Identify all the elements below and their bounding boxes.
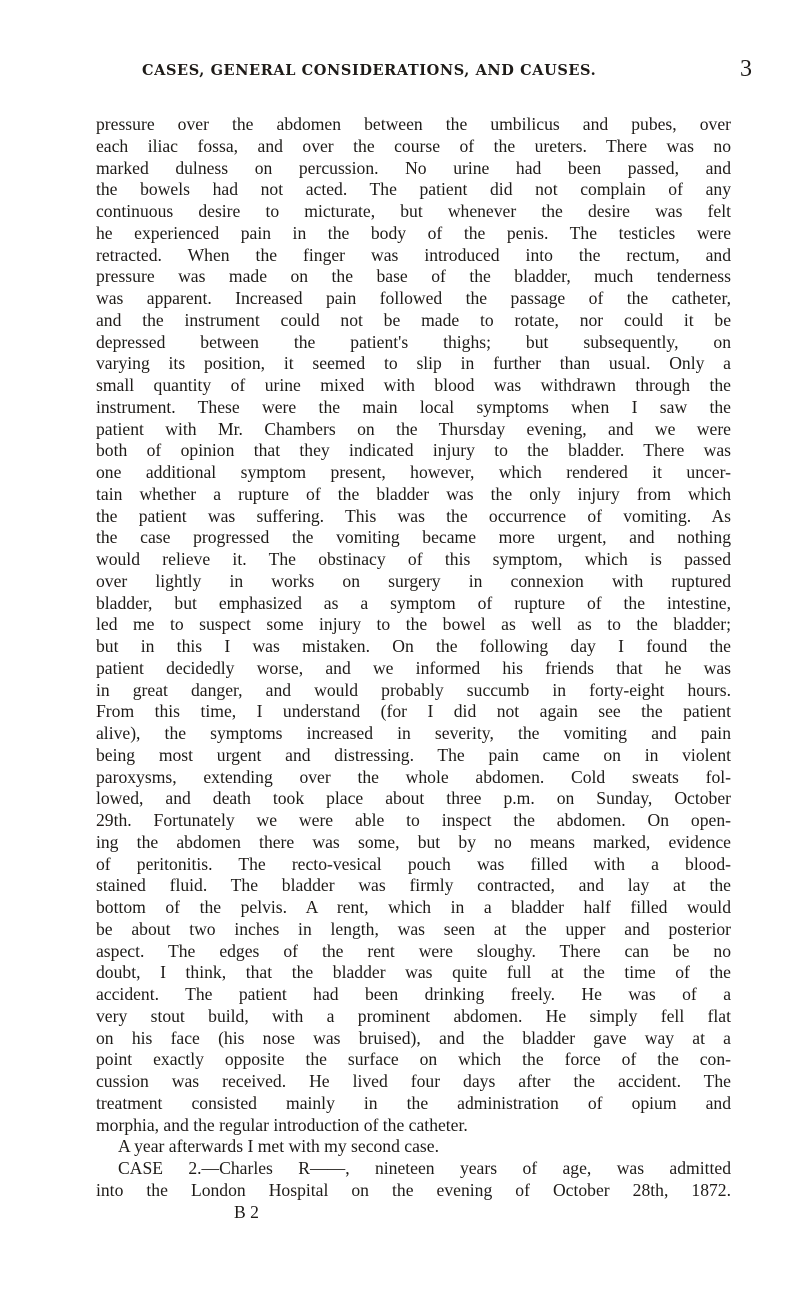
text-line: 29th. Fortunately we were able to inspect the abdomen. On open-: [96, 810, 731, 830]
text-line: pressure was made on the base of the bladder, much tenderness: [96, 266, 731, 287]
text-line: marked dulness on percussion. No urine had been passed, and: [96, 157, 731, 178]
text-line: the patient was suffering. This was the occurrence of vomiting. As: [96, 505, 731, 526]
text-line: point exactly opposite the surface on which the force of the con-: [96, 1049, 731, 1070]
text-line: in great danger, and would probably succumb in forty-eight hours.: [96, 679, 731, 700]
text-line: very stout build, with a prominent abdomen. He simply fell flat: [96, 1005, 731, 1026]
text-line: over lightly in works on surgery in connexion with ruptured: [96, 570, 731, 591]
text-line: bladder, but emphasized as a symptom of rupture of the intestine,: [96, 592, 731, 613]
text-line: ing the abdomen there was some, but by no means marked, evidence: [96, 831, 731, 852]
text-line: instrument. These were the main local symptoms when I saw the: [96, 396, 731, 417]
text-line: and the instrument could not be made to rotate, nor could it be: [96, 309, 731, 330]
page-number: 3: [740, 56, 752, 82]
text-line: patient decidedly worse, and we informed his friends that he was: [96, 657, 731, 678]
text-line: A year afterwards I met with my second case.: [118, 1136, 439, 1157]
text-line: one additional symptom present, however, which rendered it uncer-: [96, 462, 731, 482]
text-line: alive), the symptoms increased in severity, the vomiting and pain: [96, 723, 731, 743]
text-line: led me to suspect some injury to the bowel as well as to the bladder;: [96, 614, 731, 635]
text-line: stained fluid. The bladder was firmly contracted, and lay at the: [96, 875, 731, 896]
text-line: being most urgent and distressing. The pain came on in violent: [96, 744, 731, 765]
text-line: but in this I was mistaken. On the following day I found the: [96, 636, 731, 656]
text-line: tain whether a rupture of the bladder was the only injury from which: [96, 483, 731, 504]
text-line: CASE 2.—Charles R——, nineteen years of age, was admitted: [118, 1158, 731, 1178]
text-line: the bowels had not acted. The patient did not complain of any: [96, 179, 731, 200]
running-title: CASES, GENERAL CONSIDERATIONS, AND CAUSES.: [142, 62, 597, 79]
text-line: into the London Hospital on the evening of October 28th, 1872.: [96, 1179, 731, 1200]
text-line: of peritonitis. The recto-vesical pouch was filled with a blood-: [96, 853, 731, 874]
text-line: bottom of the pelvis. A rent, which in a bladder half filled would: [96, 897, 731, 917]
text-line: was apparent. Increased pain followed the passage of the catheter,: [96, 288, 731, 308]
text-line: From this time, I understand (for I did not again see the patient: [96, 701, 731, 722]
text-line: lowed, and death took place about three p.m. on Sunday, October: [96, 788, 731, 809]
text-line: paroxysms, extending over the whole abdomen. Cold sweats fol-: [96, 766, 731, 787]
text-line: cussion was received. He lived four days after the accident. The: [96, 1071, 731, 1091]
body-text: [96, 114, 731, 1223]
text-line: continuous desire to micturate, but whenever the desire was felt: [96, 201, 731, 221]
text-line: retracted. When the finger was introduced into the rectum, and: [96, 244, 731, 265]
text-line: both of opinion that they indicated injury to the bladder. There was: [96, 440, 731, 461]
running-head: [90, 56, 752, 88]
text-line: depressed between the patient's thighs; but subsequently, on: [96, 331, 731, 352]
text-line: varying its position, it seemed to slip in further than usual. Only a: [96, 353, 731, 374]
text-line: accident. The patient had been drinking freely. He was of a: [96, 984, 731, 1004]
text-line: the case progressed the vomiting became more urgent, and nothing: [96, 527, 731, 548]
text-line: would relieve it. The obstinacy of this symptom, which is passed: [96, 549, 731, 569]
text-line: be about two inches in length, was seen at the upper and posterior: [96, 918, 731, 939]
text-line: on his face (his nose was bruised), and the bladder gave way at a: [96, 1027, 731, 1048]
text-line: he experienced pain in the body of the penis. The testicles were: [96, 222, 731, 243]
text-line: pressure over the abdomen between the umbilicus and pubes, over: [96, 114, 731, 134]
text-line: treatment consisted mainly in the administration of opium and: [96, 1092, 731, 1113]
text-line: aspect. The edges of the rent were sloughy. There can be no: [96, 940, 731, 961]
text-line: small quantity of urine mixed with blood was withdrawn through the: [96, 375, 731, 395]
text-line: patient with Mr. Chambers on the Thursday evening, and we were: [96, 418, 731, 439]
text-line: each iliac fossa, and over the course of the ureters. There was no: [96, 135, 731, 156]
text-line: doubt, I think, that the bladder was quite full at the time of the: [96, 962, 731, 983]
text-line: morphia, and the regular introduction of the catheter.: [96, 1114, 468, 1135]
signature-mark: B 2: [234, 1201, 259, 1222]
